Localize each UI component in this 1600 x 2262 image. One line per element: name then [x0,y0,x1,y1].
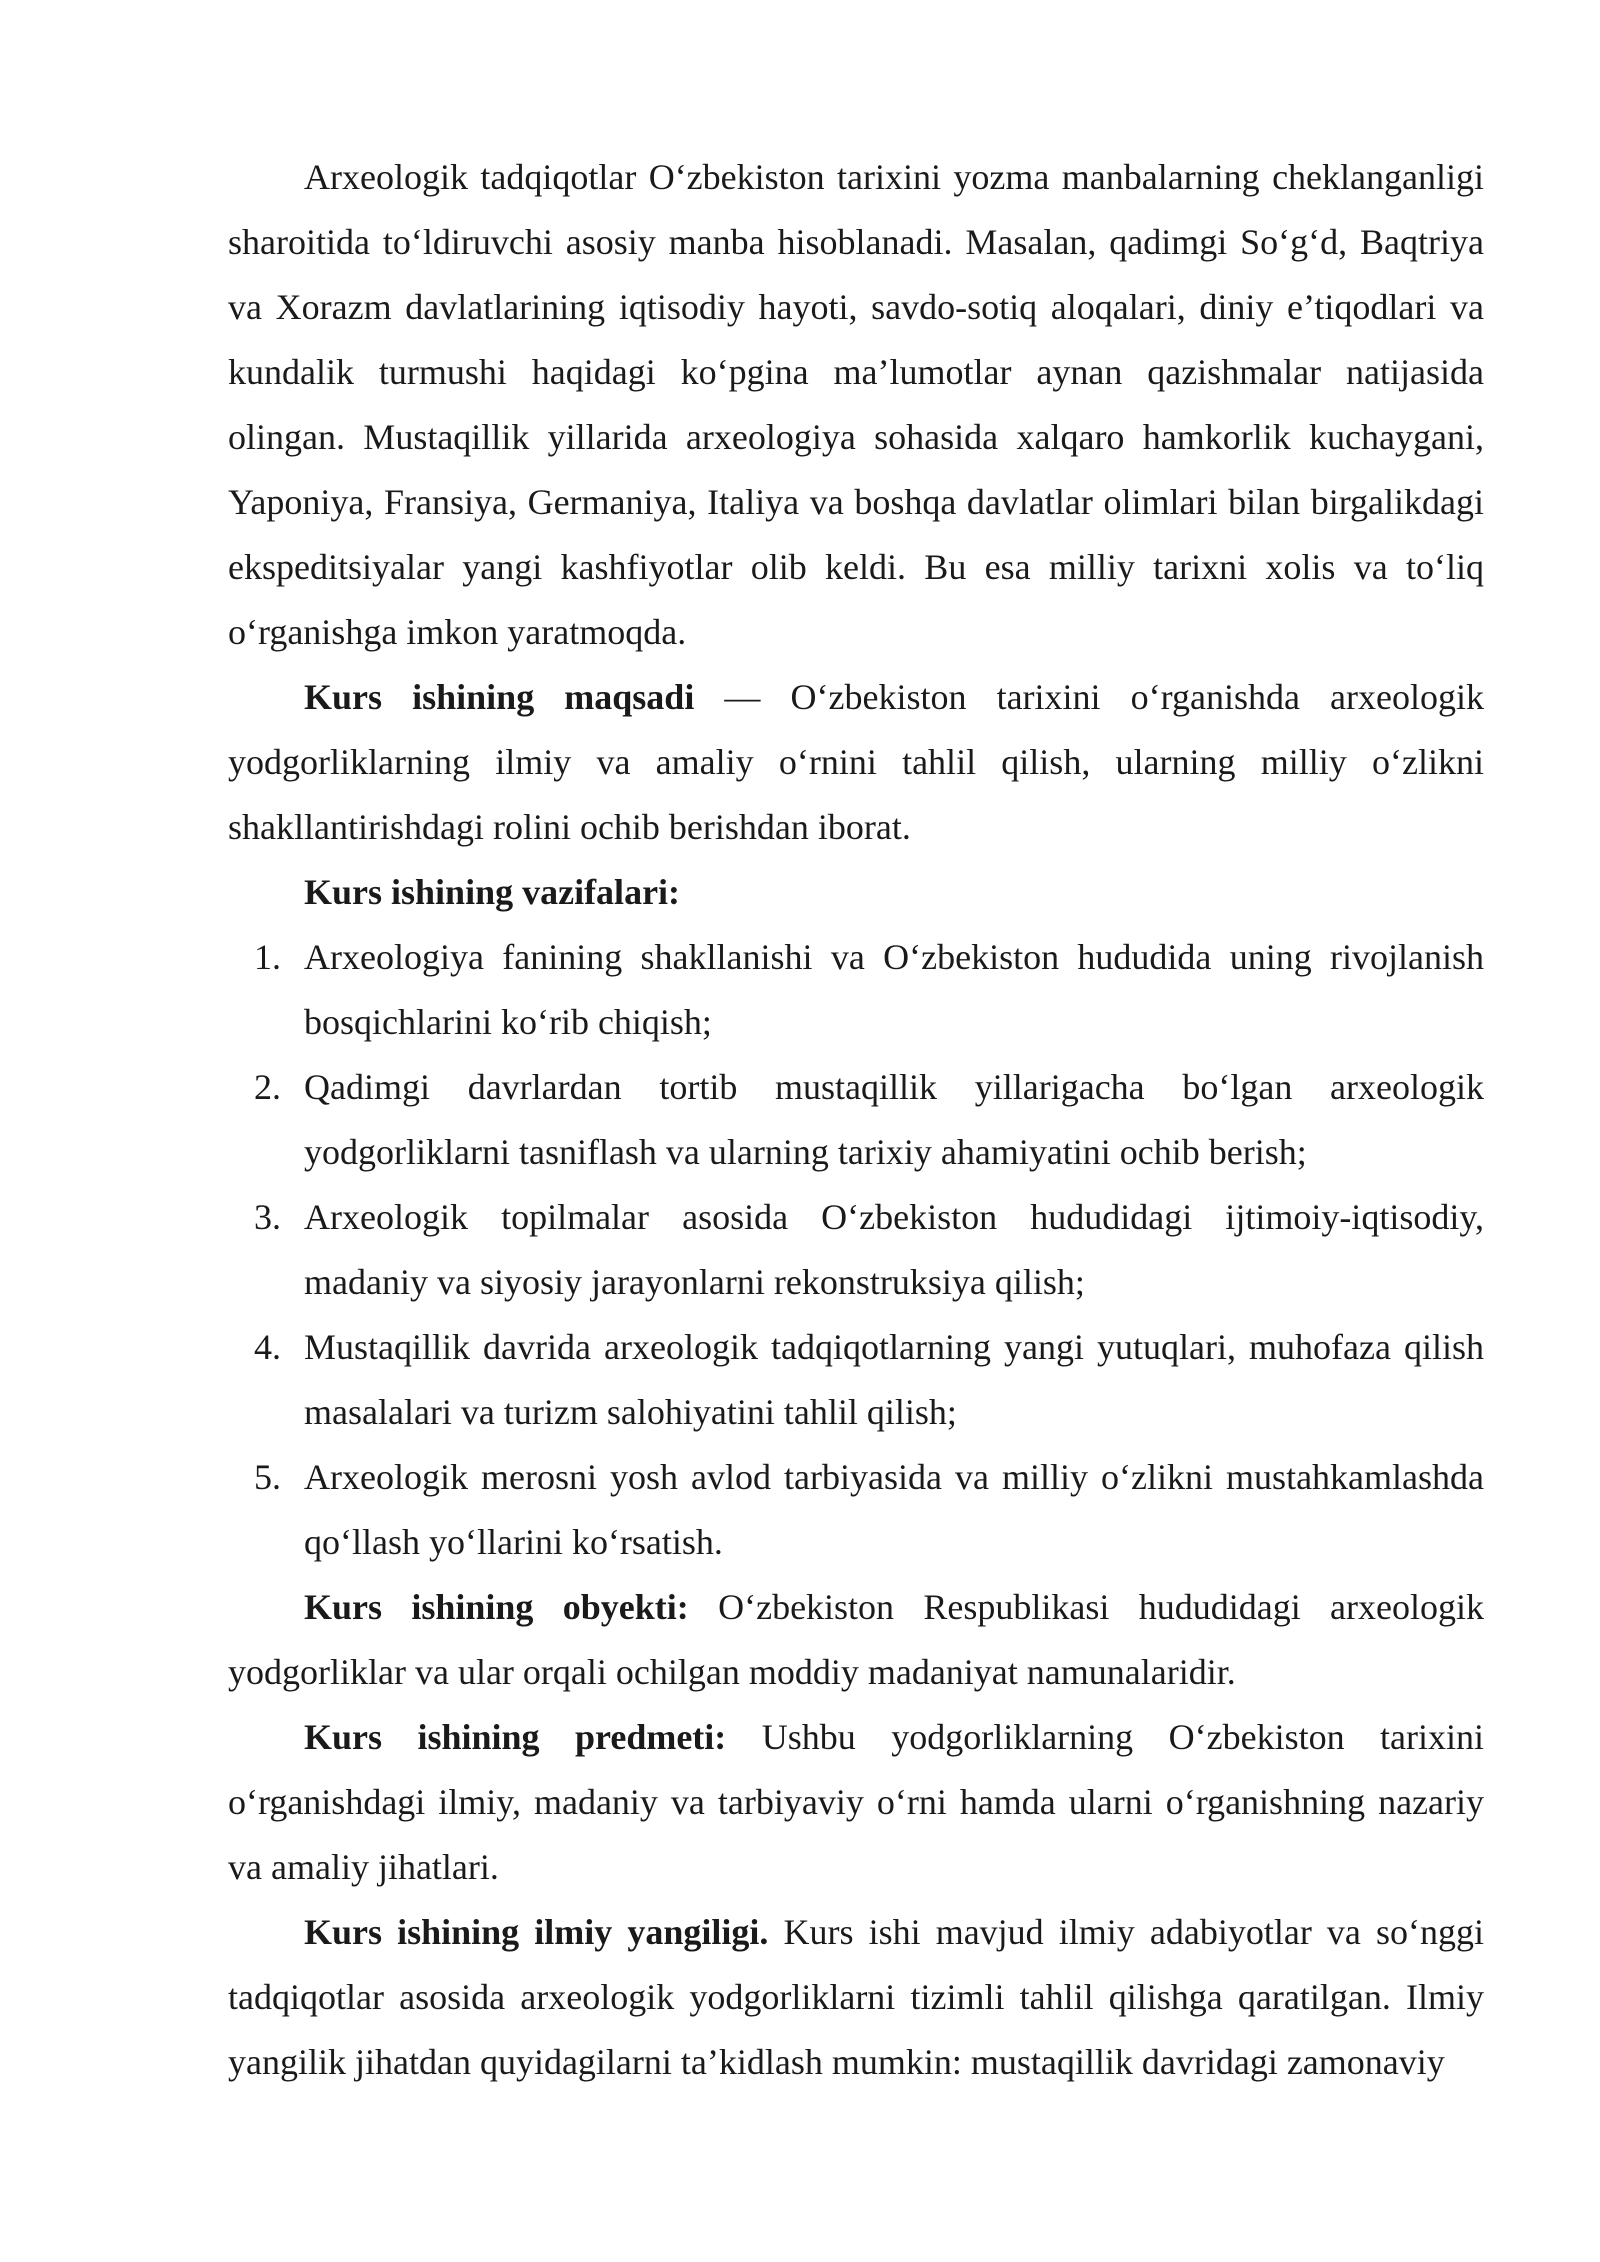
goal-label: Kurs ishining maqsadi [304,677,695,717]
subject-label: Kurs ishining predmeti: [304,1717,727,1757]
task-item-4 [228,1315,1484,1445]
tasks-heading: Kurs ishining vazifalari: [304,872,681,912]
task-text: Arxeologiya fanining shakllanishi va O‘zbekiston hududida uning rivojlanish bosqichlarini ko‘rib chiqish; [304,937,1484,1042]
object-label: Kurs ishining obyekti: [304,1587,689,1627]
novelty-label: Kurs ishining ilmiy yangiligi. [304,1912,769,1952]
task-number: 5. [254,1457,281,1497]
task-item-1 [228,925,1484,1055]
goal-paragraph [228,665,1484,860]
goal-text: — O‘zbekiston tarixini o‘rganishda arxeologik yodgorliklarning ilmiy va amaliy o‘rnini tahlil qilish, ularning milliy o‘zlikni shakllantirishdagi rolini ochib berishdan iborat. [228,677,1484,847]
task-text: Mustaqillik davrida arxeologik tadqiqotlarning yangi yutuqlari, muhofaza qilish masalalari va turizm salohiyatini tahlil qilish; [304,1327,1484,1432]
task-number: 3. [254,1197,281,1237]
task-number: 1. [254,937,281,977]
intro-paragraph: Arxeologik tadqiqotlar O‘zbekiston tarixini yozma manbalarning cheklanganligi sharoitida to‘ldiruvchi asosiy manba hisoblanadi. Masalan, qadimgi So‘g‘d, Baqtriya va Xorazm davlatlarining iqtisodiy hayoti, savdo-sotiq aloqalari, diniy e’tiqodlari va kundalik turmushi haqidagi ko‘pgina ma’lumotlar aynan qazishmalar natijasida olingan. Mustaqillik yillarida arxeologiya sohasida xalqaro hamkorlik kuchaygani, Yaponiya, Fransiya, Germaniya, Italiya va boshqa davlatlar olimlari bilan birgalikdagi ekspeditsiyalar yangi kashfiyotlar olib keldi. Bu esa milliy tarixni xolis va to‘liq o‘rganishga imkon yaratmoqda. [228,157,1484,652]
task-number: 2. [254,1067,281,1107]
task-text: Arxeologik topilmalar asosida O‘zbekiston hududidagi ijtimoiy-iqtisodiy, madaniy va siyosiy jarayonlarni rekonstruksiya qilish; [304,1197,1484,1302]
task-text: Arxeologik merosni yosh avlod tarbiyasida va milliy o‘zlikni mustahkamlashda qo‘llash yo‘llarini ko‘rsatish. [304,1457,1484,1562]
task-item-2 [228,1055,1484,1185]
task-number: 4. [254,1327,281,1367]
object-paragraph [228,1575,1484,1705]
subject-text: Ushbu yodgorliklarning O‘zbekiston tarixini o‘rganishdagi ilmiy, madaniy va tarbiyaviy o‘rni hamda ularni o‘rganishning nazariy va amaliy jihatlari. [228,1717,1485,1887]
document-page [228,145,1484,2095]
task-item-5 [228,1445,1484,1575]
subject-paragraph [228,1705,1484,1900]
novelty-paragraph [228,1900,1484,2095]
object-text: O‘zbekiston Respublikasi hududidagi arxeologik yodgorliklar va ular orqali ochilgan moddiy madaniyat namunalaridir. [228,1587,1484,1692]
tasks-list [228,925,1484,1575]
novelty-text: Kurs ishi mavjud ilmiy adabiyotlar va so‘nggi tadqiqotlar asosida arxeologik yodgorliklarni tizimli tahlil qilishga qaratilgan. Ilmiy yangilik jihatdan quyidagilarni ta’kidlash mumkin: mustaqillik davridagi zamonaviy [228,1912,1484,2082]
task-text: Qadimgi davrlardan tortib mustaqillik yillarigacha bo‘lgan arxeologik yodgorliklarni tasniflash va ularning tarixiy ahamiyatini ochib berish; [304,1067,1484,1172]
task-item-3 [228,1185,1484,1315]
